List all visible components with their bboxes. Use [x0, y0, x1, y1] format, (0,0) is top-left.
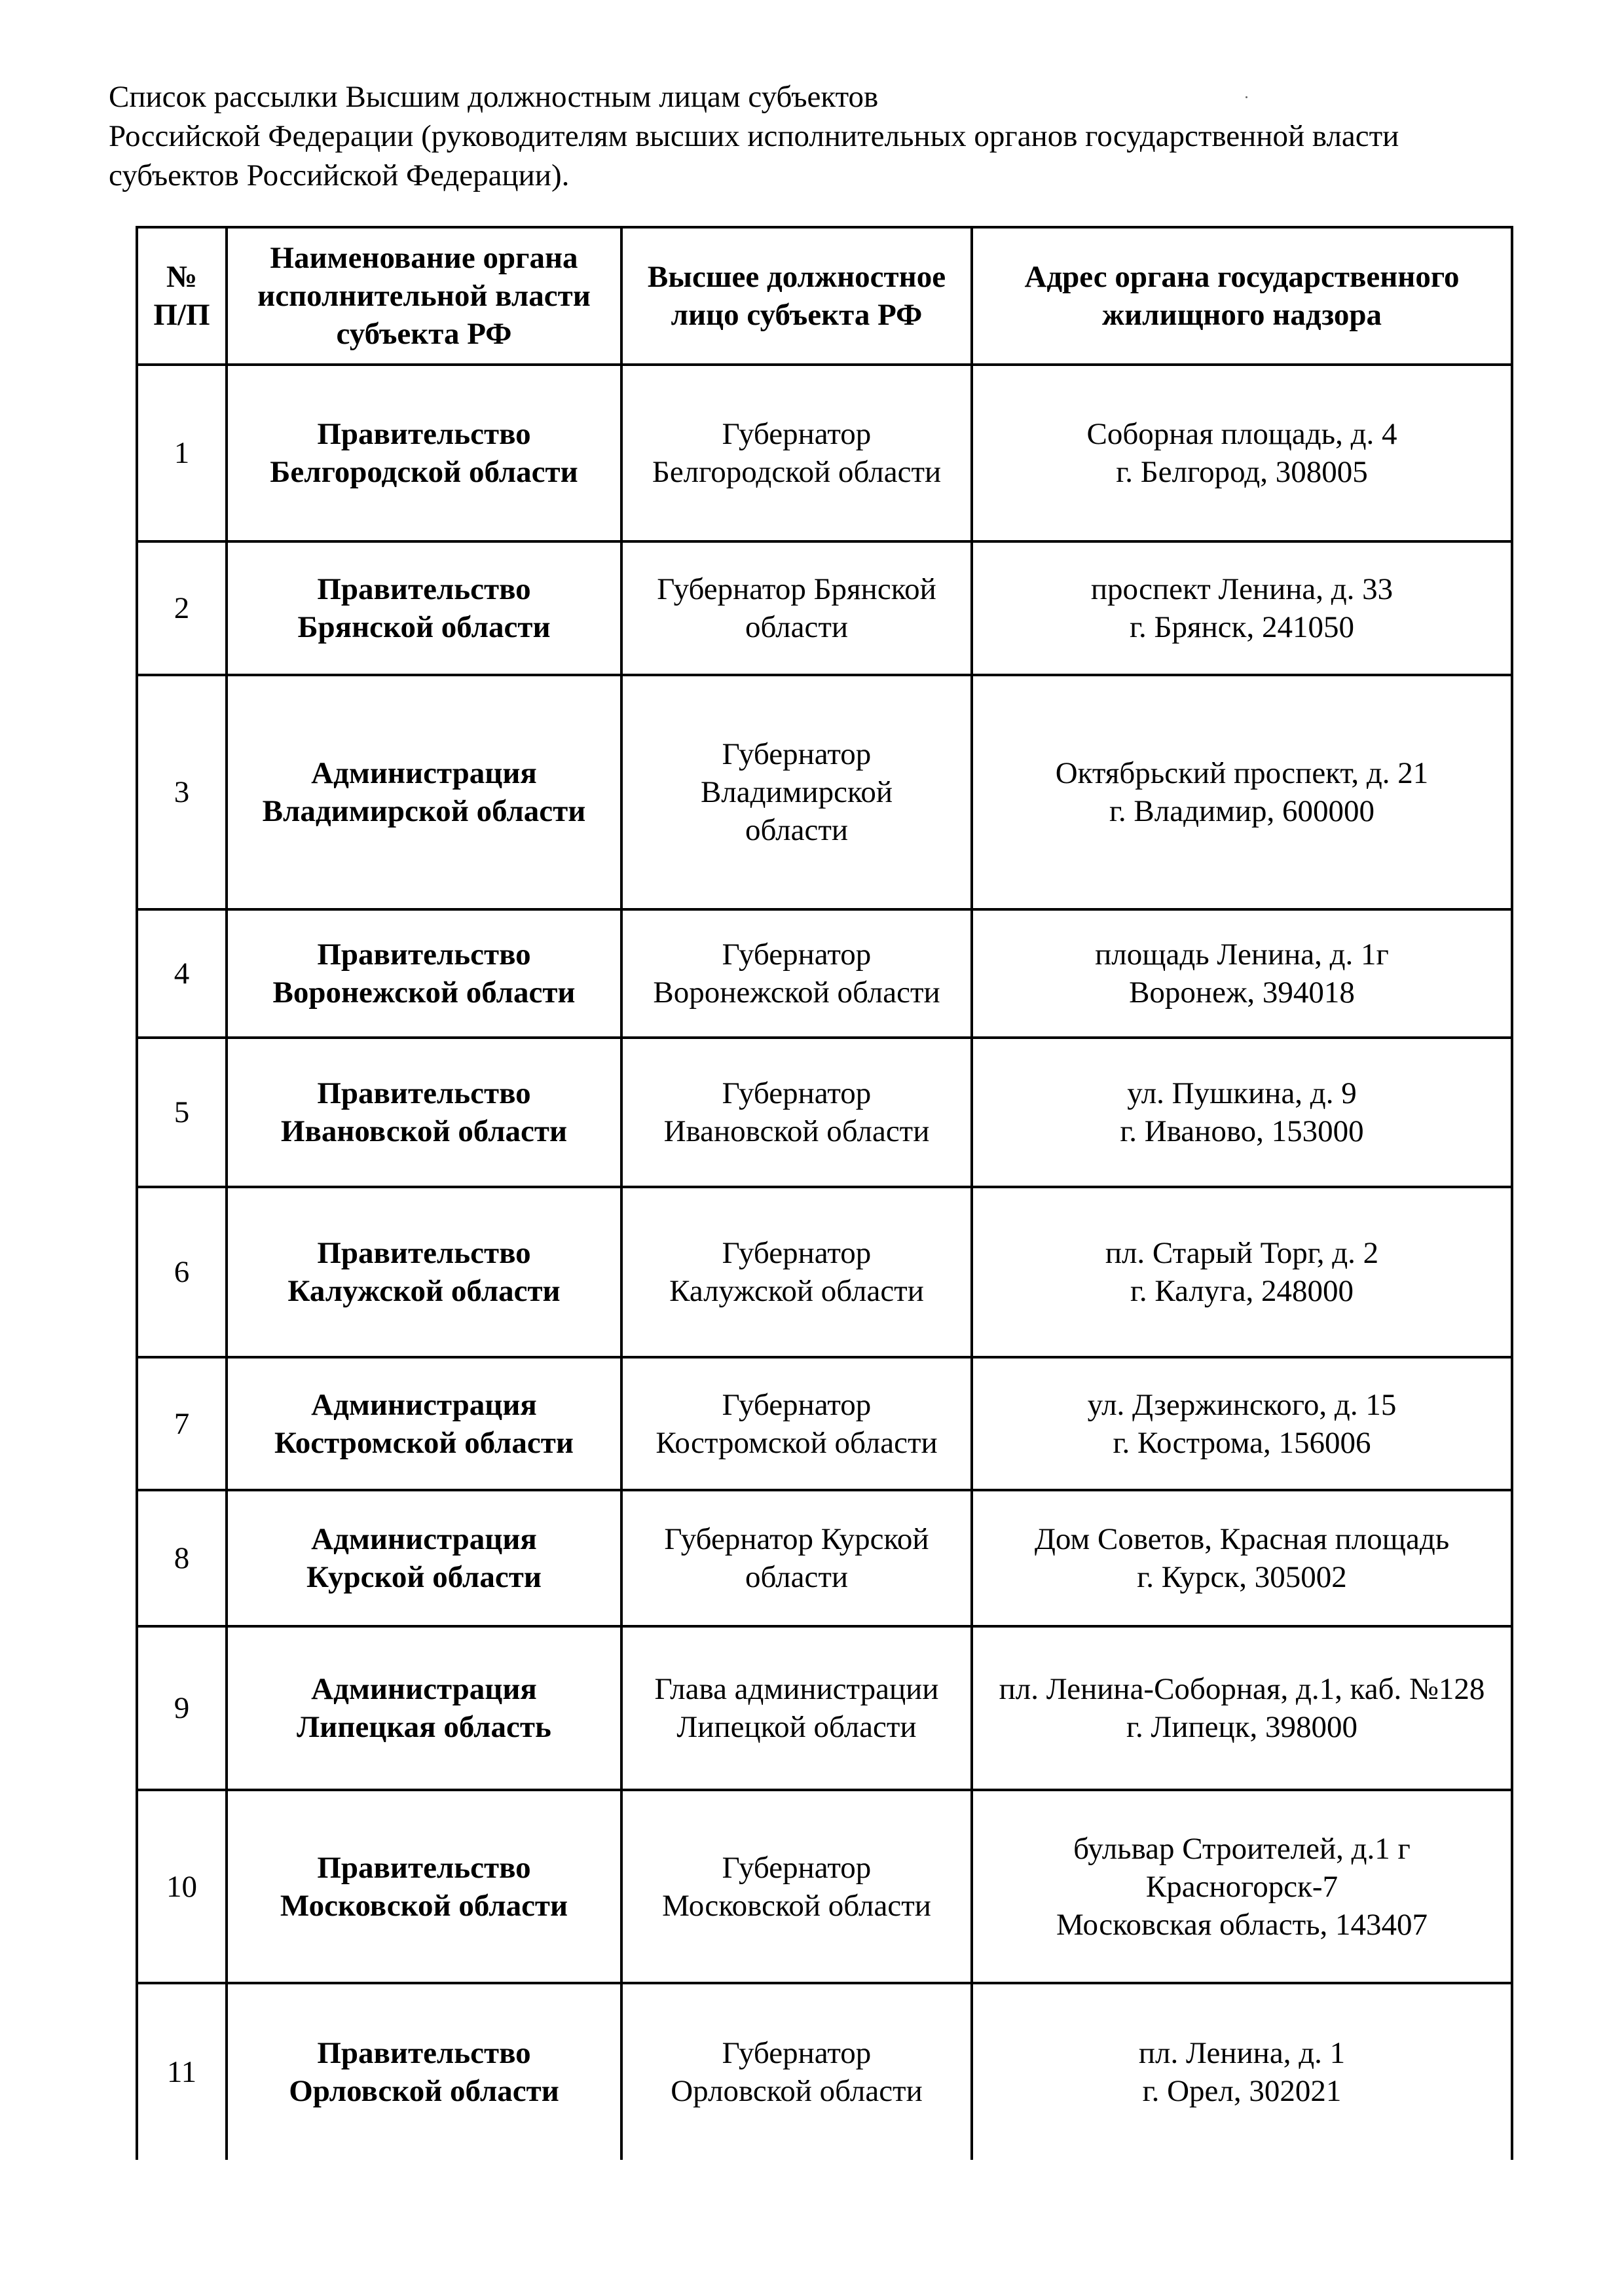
address — [972, 1187, 1512, 1357]
official — [621, 1357, 972, 1490]
official-line: Глава администрации — [654, 1672, 939, 1706]
official-line: Губернатор Брянской — [657, 572, 936, 606]
address-line: Дом Советов, Красная площадь — [1034, 1522, 1450, 1556]
official — [621, 1626, 972, 1790]
org-name — [227, 1626, 621, 1790]
org-line: Правительство — [317, 2036, 531, 2070]
header-text: исполнительной власти — [257, 279, 591, 313]
official — [621, 1790, 972, 1983]
address-line: площадь Ленина, д. 1г — [1095, 938, 1389, 972]
official-line: области — [745, 1560, 849, 1594]
table-row — [137, 1038, 1512, 1187]
table-row — [137, 1187, 1512, 1357]
org-line: Правительство — [317, 572, 531, 606]
address-line: г. Белгород, 308005 — [1116, 455, 1368, 489]
official-line: Губернатор Курской — [664, 1522, 929, 1556]
official — [621, 1983, 972, 2160]
address — [972, 1626, 1512, 1790]
address — [972, 1038, 1512, 1187]
org-line: Владимирской области — [262, 794, 586, 828]
org-line: Московской области — [280, 1888, 568, 1923]
address-line: г. Кострома, 156006 — [1113, 1425, 1371, 1460]
official — [621, 909, 972, 1038]
org-line: Администрация — [311, 1522, 537, 1556]
address — [972, 909, 1512, 1038]
org-line: Правительство — [317, 1850, 531, 1885]
row-number: 8 — [137, 1490, 227, 1626]
official-line: Воронежской области — [653, 975, 940, 1010]
org-name — [227, 541, 621, 675]
org-name — [227, 909, 621, 1038]
row-number: 1 — [137, 365, 227, 541]
address — [972, 675, 1512, 909]
official-line: Калужской области — [669, 1274, 924, 1308]
official-line: Губернатор — [722, 938, 872, 972]
address-line: Воронеж, 394018 — [1129, 975, 1355, 1010]
official-line: Костромской области — [655, 1425, 938, 1460]
address-line: г. Иваново, 153000 — [1120, 1114, 1364, 1148]
org-line: Администрация — [311, 1672, 537, 1706]
address-line: г. Курск, 305002 — [1137, 1560, 1347, 1594]
address — [972, 1490, 1512, 1626]
official — [621, 675, 972, 909]
header-text: Высшее должностное — [647, 260, 946, 294]
org-name — [227, 1983, 621, 2160]
org-line: Брянской области — [297, 610, 551, 644]
org-name — [227, 1038, 621, 1187]
org-name — [227, 1490, 621, 1626]
address-line: г. Владимир, 600000 — [1109, 794, 1375, 828]
table-row — [137, 541, 1512, 675]
address-line: Красногорск-7 — [1145, 1869, 1338, 1904]
official-line: Губернатор — [722, 1850, 872, 1885]
address-line: пл. Ленина, д. 1 — [1138, 2036, 1346, 2070]
org-line: Правительство — [317, 1076, 531, 1110]
row-number: 3 — [137, 675, 227, 909]
table-row — [137, 1983, 1512, 2160]
header-text: субъекта РФ — [336, 317, 512, 351]
row-number: 6 — [137, 1187, 227, 1357]
row-number: 9 — [137, 1626, 227, 1790]
row-number: 5 — [137, 1038, 227, 1187]
org-line: Орловской области — [289, 2074, 559, 2108]
official — [621, 365, 972, 541]
official-line: Московской области — [662, 1888, 931, 1923]
official-line: Губернатор — [722, 737, 872, 771]
header-text: Наименование органа — [270, 241, 578, 275]
table-row — [137, 365, 1512, 541]
row-number: 4 — [137, 909, 227, 1038]
official-line: Губернатор — [722, 1236, 872, 1270]
official-line: Ивановской области — [663, 1114, 930, 1148]
org-line: Белгородской области — [270, 455, 578, 489]
org-line: Костромской области — [274, 1425, 574, 1460]
intro-line-3: субъектов Российской Федерации). — [109, 158, 570, 192]
org-name — [227, 1357, 621, 1490]
address-line: проспект Ленина, д. 33 — [1090, 572, 1393, 606]
official-line: области — [745, 610, 849, 644]
header-text: Адрес органа государственного — [1024, 260, 1460, 294]
org-name — [227, 1790, 621, 1983]
address — [972, 365, 1512, 541]
org-line: Воронежской области — [272, 975, 576, 1010]
official — [621, 541, 972, 675]
address — [972, 1983, 1512, 2160]
header-num — [137, 227, 227, 365]
header-org — [227, 227, 621, 365]
address — [972, 1790, 1512, 1983]
official-line: Губернатор — [722, 417, 872, 451]
org-line: Ивановской области — [280, 1114, 568, 1148]
official-line: Белгородской области — [652, 455, 942, 489]
table-row — [137, 1626, 1512, 1790]
address — [972, 541, 1512, 675]
official — [621, 1187, 972, 1357]
address-line: ул. Дзержинского, д. 15 — [1087, 1387, 1397, 1422]
header-official — [621, 227, 972, 365]
official-line: Орловской области — [671, 2074, 923, 2108]
address-line: г. Калуга, 248000 — [1130, 1274, 1354, 1308]
org-name — [227, 675, 621, 909]
address-line: г. Орел, 302021 — [1142, 2074, 1342, 2108]
official-line: Губернатор — [722, 1387, 872, 1422]
table-row — [137, 1490, 1512, 1626]
header-address — [972, 227, 1512, 365]
table-row — [137, 675, 1512, 909]
official-line: области — [745, 813, 849, 847]
intro-line-1: Список рассылки Высшим должностным лицам субъектов — [109, 80, 879, 114]
official-line: Липецкой области — [676, 1710, 917, 1744]
header-text: № — [166, 260, 198, 294]
address-line: бульвар Строителей, д.1 г — [1073, 1831, 1411, 1866]
recipients-table — [136, 226, 1513, 2160]
address-line: пл. Старый Торг, д. 2 — [1105, 1236, 1379, 1270]
table-row — [137, 1357, 1512, 1490]
org-line: Администрация — [311, 756, 537, 790]
org-line: Калужской области — [287, 1274, 561, 1308]
table-row — [137, 909, 1512, 1038]
address-line: Соборная площадь, д. 4 — [1086, 417, 1397, 451]
address — [972, 1357, 1512, 1490]
official-line: Губернатор — [722, 2036, 872, 2070]
official-line: Владимирской — [700, 775, 893, 809]
header-text: П/П — [153, 298, 210, 332]
org-line: Правительство — [317, 938, 531, 972]
official-line: Губернатор — [722, 1076, 872, 1110]
row-number: 2 — [137, 541, 227, 675]
org-line: Правительство — [317, 1236, 531, 1270]
intro-line-2: Российской Федерации (руководителям высших исполнительных органов государственной власти — [109, 119, 1399, 153]
org-line: Курской области — [306, 1560, 542, 1594]
address-line: Октябрьский проспект, д. 21 — [1055, 756, 1429, 790]
address-line: г. Брянск, 241050 — [1130, 610, 1354, 644]
org-line: Правительство — [317, 417, 531, 451]
official — [621, 1038, 972, 1187]
address-line: г. Липецк, 398000 — [1126, 1710, 1357, 1744]
address-line: Московская область, 143407 — [1056, 1907, 1428, 1942]
distribution-list-intro — [109, 77, 1517, 195]
org-line: Администрация — [311, 1387, 537, 1422]
row-number: 10 — [137, 1790, 227, 1983]
table-header-row — [137, 227, 1512, 365]
official — [621, 1490, 972, 1626]
row-number: 7 — [137, 1357, 227, 1490]
scan-speck — [1246, 96, 1247, 98]
table-row — [137, 1790, 1512, 1983]
address-line: ул. Пушкина, д. 9 — [1127, 1076, 1357, 1110]
header-text: жилищного надзора — [1102, 298, 1382, 332]
row-number: 11 — [137, 1983, 227, 2160]
org-name — [227, 365, 621, 541]
header-text: лицо субъекта РФ — [671, 298, 923, 332]
org-name — [227, 1187, 621, 1357]
org-line: Липецкая область — [297, 1710, 551, 1744]
address-line: пл. Ленина-Соборная, д.1, каб. №128 — [999, 1672, 1485, 1706]
